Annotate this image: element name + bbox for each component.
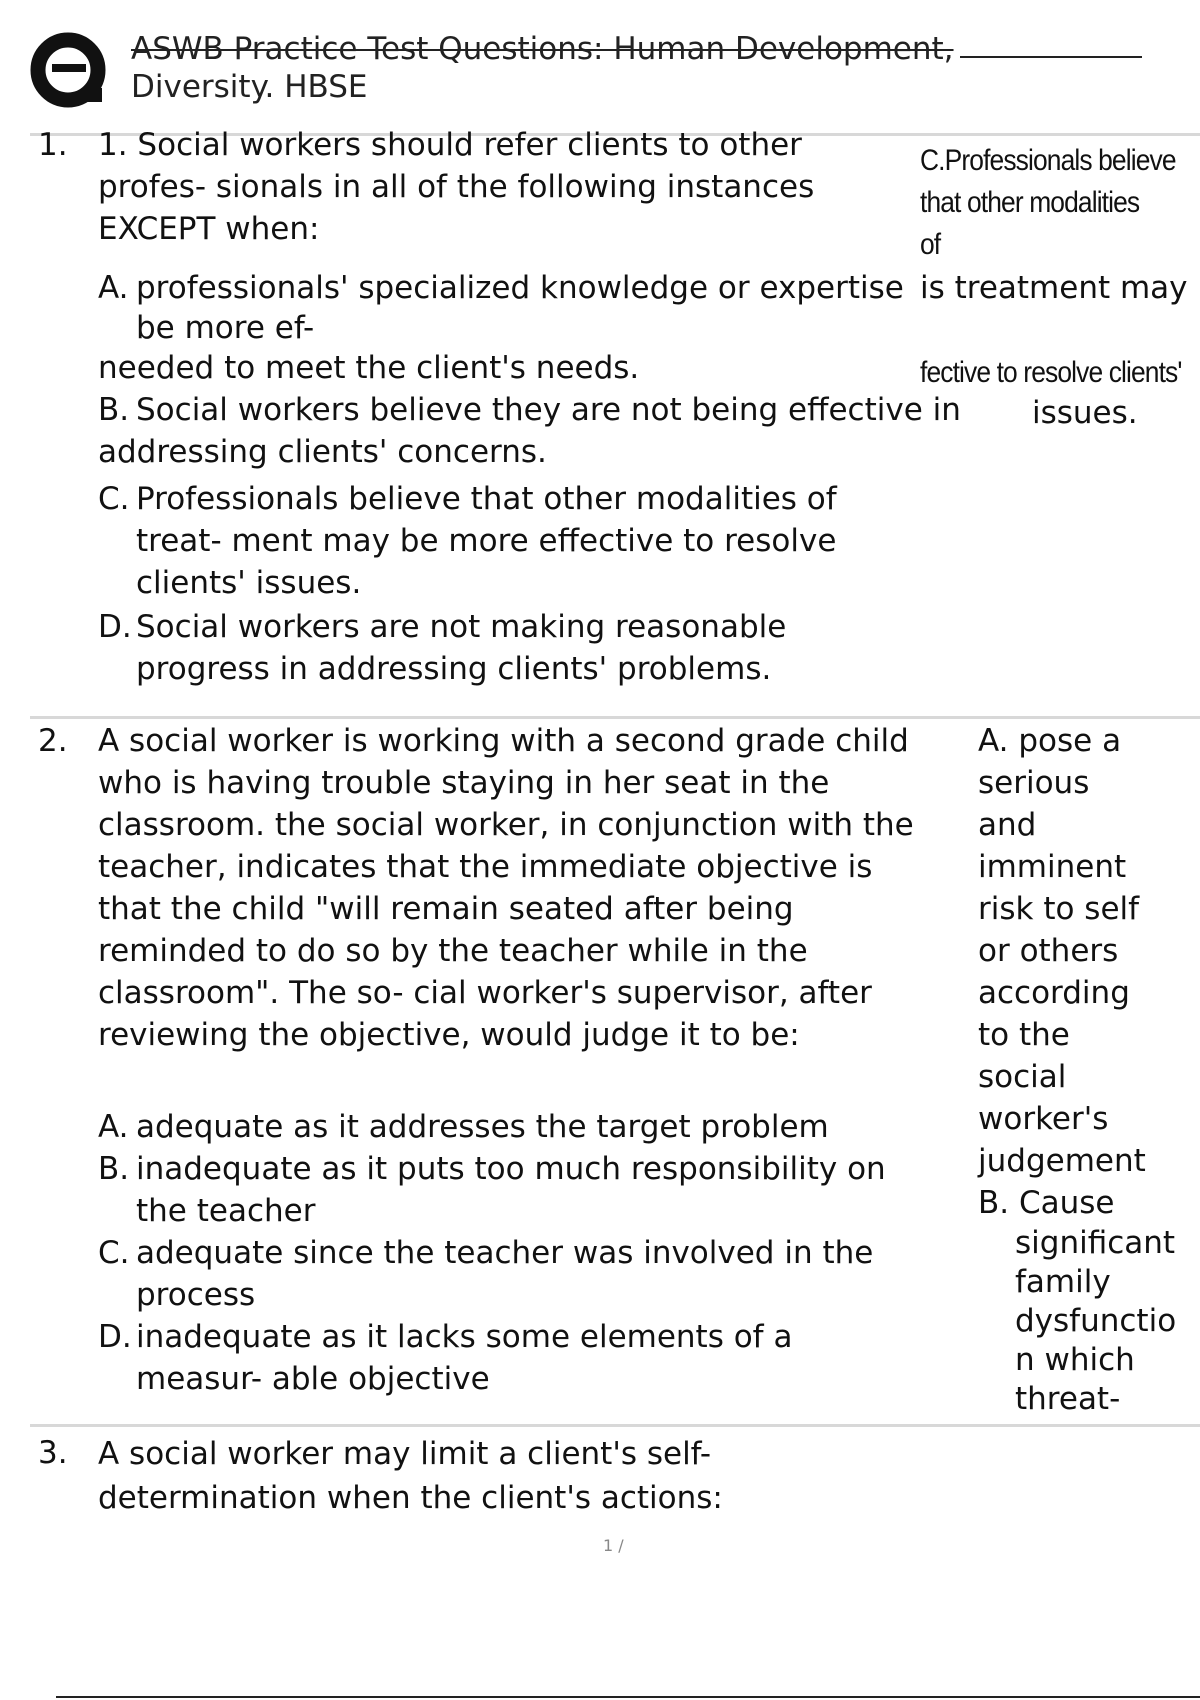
q1-answer-line-4: is treatment may	[920, 270, 1188, 306]
q2-answer-line-12: B. Cause	[978, 1185, 1115, 1221]
title-line-1: ASWB Practice Test Questions: Human Development,	[131, 31, 954, 67]
document-title	[131, 30, 1141, 106]
logo-icon	[30, 30, 110, 110]
q1-answer-line-3: of	[920, 228, 941, 261]
q1-option-c	[98, 478, 898, 604]
question-2-options	[98, 1106, 938, 1400]
q1-option-c-letter: C.	[98, 481, 130, 517]
divider-q1-q2	[30, 716, 1200, 719]
q2-answer-line-13: significant	[1015, 1225, 1176, 1261]
question-3-stem: A social worker may limit a client's self- determination when the client's actions:	[98, 1436, 723, 1516]
q1-option-a-letter: A.	[98, 270, 129, 306]
q1-option-d-text: Social workers are not making reasonable progress in addressing clients' problems.	[136, 609, 787, 687]
question-1-stem: 1. Social workers should refer clients to other profes- sionals in all of the following instances EXCEPT when:	[98, 127, 815, 247]
q2-answer-line-16: n which	[1015, 1342, 1135, 1378]
q2-answer-column-indent	[1015, 1224, 1200, 1419]
q2-answer-line-5: risk to self	[978, 891, 1140, 927]
q2-option-d	[98, 1316, 896, 1400]
q2-option-b	[98, 1148, 896, 1232]
q1-option-a-cont: be more ef-	[136, 310, 315, 346]
q2-option-a-letter: A.	[98, 1109, 129, 1145]
q1-answer-line-6: issues.	[1032, 395, 1138, 431]
title-line-2: Diversity. HBSE	[131, 69, 368, 105]
q2-option-b-letter: B.	[98, 1151, 130, 1187]
q2-answer-line-7: according	[978, 975, 1130, 1011]
divider-q2-q3	[30, 1424, 1200, 1427]
q2-answer-line-17: threat-	[1015, 1381, 1121, 1417]
q1-option-b-text: Social workers believe they are not being effective in	[136, 392, 961, 428]
q2-answer-line-11: judgement	[978, 1143, 1146, 1179]
q2-answer-line-1: A. pose a	[978, 723, 1122, 759]
question-2-stem: A social worker is working with a second grade child who is having trouble staying in her seat in the classroom. the social worker, in conjunction with the teacher, indicates that the immediate objective is that the child "will remain seated after being reminded to do so by the teacher while in the classroom". The so- cial worker's supervisor, after reviewing the objective, would judge it to be:	[98, 723, 914, 1053]
q2-answer-line-14: family	[1015, 1264, 1111, 1300]
title-strike-rule	[960, 56, 1142, 58]
q1-option-a-cont2-text: needed to meet the client's needs.	[98, 350, 640, 386]
q2-option-c-letter: C.	[98, 1235, 130, 1271]
footer-rule	[56, 1696, 1200, 1698]
q1-option-b-letter: B.	[98, 392, 130, 428]
q2-answer-column	[978, 720, 1198, 1224]
q2-answer-line-4: imminent	[978, 849, 1127, 885]
q2-answer-line-8: to the	[978, 1017, 1070, 1053]
q2-answer-line-3: and	[978, 807, 1037, 843]
question-number-1: 1.	[38, 127, 68, 163]
q1-answer-line-5: fective to resolve clients'	[920, 356, 1182, 389]
q1-option-a	[98, 268, 1198, 308]
question-number-2: 2.	[38, 723, 68, 759]
q2-answer-line-15: dysfunctio	[1015, 1303, 1177, 1339]
page-number: 1 /	[603, 1536, 624, 1555]
q2-option-a-text: adequate as it addresses the target problem	[136, 1109, 829, 1145]
q2-answer-line-9: social	[978, 1059, 1067, 1095]
q2-option-c-text: adequate since the teacher was involved in the process	[136, 1235, 874, 1313]
q2-option-d-text: inadequate as it lacks some elements of a measur- able objective	[136, 1319, 793, 1397]
q1-option-c-text: Professionals believe that other modalities of treat- ment may be more effective to resolve clients' issues.	[136, 481, 837, 601]
q2-option-d-letter: D.	[98, 1319, 132, 1355]
q1-option-b-cont: addressing clients' concerns.	[98, 434, 547, 470]
q1-option-d-letter: D.	[98, 609, 132, 645]
q1-option-a-text: professionals' specialized knowledge or expertise	[136, 270, 904, 306]
q2-option-c	[98, 1232, 896, 1316]
question-number-3: 3.	[38, 1435, 68, 1471]
q1-answer-line-1: C.Professionals believe	[920, 144, 1176, 177]
q2-answer-line-10: worker's	[978, 1101, 1109, 1137]
q2-option-b-text: inadequate as it puts too much responsibility on the teacher	[136, 1151, 886, 1229]
q1-option-d	[98, 606, 898, 690]
q2-answer-line-2: serious	[978, 765, 1090, 801]
q2-option-a	[98, 1106, 938, 1148]
q2-answer-line-6: or others	[978, 933, 1119, 969]
q1-answer-line-2: that other modalities	[920, 186, 1140, 219]
